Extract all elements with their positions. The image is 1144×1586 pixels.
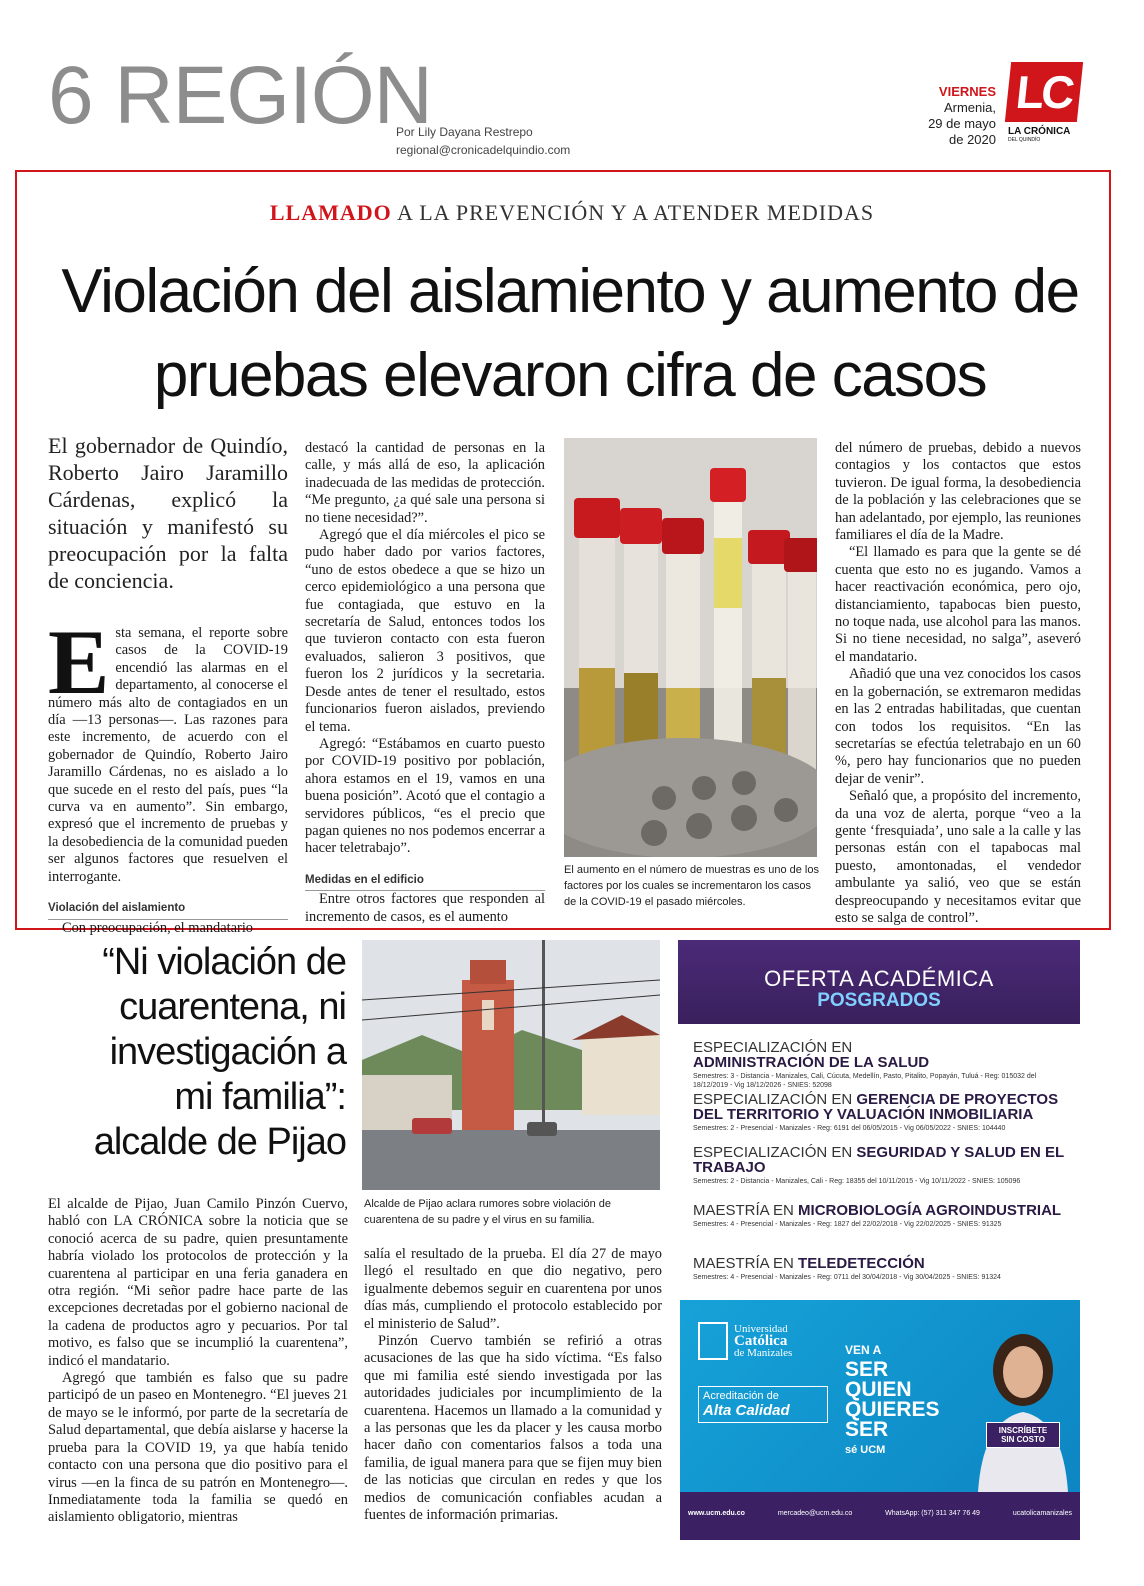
subhead-violacion: Violación del aislamiento [48,900,288,919]
ad-subtitle: POSGRADOS [817,990,941,1011]
section-title: 6 REGIÓN [48,50,432,141]
university-logo [698,1322,828,1423]
byline-email: regional@cronicadelquindio.com [396,143,571,157]
column-1-paragraph-2: Con preocupación, el mandatario [62,919,254,936]
program-4-name: MICROBIOLOGÍA AGROINDUSTRIAL [798,1202,1062,1219]
column-4-paragraph-4: Señaló que, a propósito del incremento, da una voz de alerta, porque “veo a la gente ‘fresquiada’, uno sale a la calle y las personas están con el tapabocas mal puesto, amontonadas, el vendedor ambulante ya salió, veo que se están despreocupando y necesitamos evitar que esto se salga de control”. [835,788,1081,926]
register-line2: SIN COSTO [1001,1435,1045,1444]
accreditation-line1: Acreditación de [703,1390,779,1402]
uni-name-1: Universidad [734,1323,788,1335]
photo-caption-pijao: Alcalde de Pijao aclara rumores sobre violación de cuarentena de su padre y el virus en su familia. [364,1198,612,1226]
photo-caption: El aumento en el número de muestras es uno de los factores por los cuales se incrementaron los casos de la COVID-19 el pasado miércoles. [564,864,819,908]
program-3-prefix: ESPECIALIZACIÓN EN [693,1144,853,1161]
accreditation-line2: Alta Calidad [703,1402,790,1419]
program-3-name: SEGURIDAD Y SALUD EN EL TRABAJO [693,1144,1064,1176]
lead-paragraph: El gobernador de Quindío, Roberto Jairo Jaramillo Cárdenas, explicó la situación y manifestó su preocupación por la falta de conciencia. [48,433,288,593]
column-2-paragraph-1: destacó la cantidad de personas en la calle, y más allá de eso, la aplicación inadecuada de las medidas de protección. “Me pregunto, ¿a qué sale una persona si no tiene necesidad?”. [305,440,545,526]
footer-email[interactable]: mercadeo@ucm.edu.co [777,1510,853,1517]
byline-author: Por Lily Dayana Restrepo [396,125,533,139]
pijao-column-1-paragraph-2: Agregó que también es falso que su padre participó de un paseo en Montenegro. “El jueves 21 de mayo se le informó, por parte de la secretaría de Salud departamental, que debía aislarse y hacerse la prueba para la COVID 19, ya que había tenido contacto con una persona que dio positivo para el virus —en la finca de su patrón en Montenegro—. Inmediatamente toda la familia se quedó en aislamiento obligatorio, mientras [48,1370,348,1526]
program-3-detail: Semestres: 2 - Distancia - Manizales, Cali - Reg: 18355 del 10/11/2015 - Vig 10/11/2022 - SNIES: 105096 [693,1178,1021,1185]
article-column-2 [305,440,545,926]
headline: Violación del aislamiento y aumento de pruebas elevaron cifra de casos [61,257,1079,410]
test-tubes-photo [564,438,817,857]
drop-cap: E [48,611,110,713]
woman-portrait [968,1320,1068,1492]
kicker-strong: LLAMADO [269,200,392,225]
kicker-rest: A LA PREVENCIÓN Y A ATENDER MEDIDAS [391,200,875,225]
subhead-medidas: Medidas en el edificio [305,872,545,891]
column-2-paragraph-2: Agregó que el día miércoles el pico se pudo haber dado por varios factores, “uno de estos obedece a que se hizo un cerco epidemiológico a una persona que fue contagiada, que estuvo en la secretaría de Salud, entonces todos los que tuvieron contacto con esta fueron evaluados, salieron 3 positivos, que fueron los 2 jurídicos y la secretaria. Desde antes de tener el resultado, estos funcionarios fueron aislados, previendo el tema. [305,527,545,735]
ad-footer [680,1492,1080,1540]
program-5-detail: Semestres: 4 - Presencial - Manizales - Reg: 0711 del 30/04/2018 - Vig 30/04/2025 - SNIES: 91324 [693,1274,1001,1281]
program-2[interactable] [693,1092,1071,1133]
headline-pijao: “Ni violación de cuarentena, ni investigación a mi familia”: alcalde de Pijao [93,941,346,1163]
slogan-2: SER [845,1358,889,1381]
footer-social[interactable]: ucatolicamanizales [1012,1510,1072,1517]
footer-whatsapp[interactable]: WhatsApp: (57) 311 347 76 49 [885,1510,980,1517]
logo-mark: LC [1005,62,1083,122]
column-2-paragraph-3: Agregó: “Estábamos en cuarto puesto por COVID-19 positivo por población, ahora estamos en el 19, vamos en una buena posición”. Acotó que el contagio a servidores públicos, “es el precio que pagan quienes no nos podemos encerrar a hacer teletrabajo”. [305,735,545,857]
ad-title: OFERTA ACADÉMICA [764,966,994,991]
slogan-5: SER [845,1418,889,1441]
date-block [900,84,996,148]
program-2-prefix: ESPECIALIZACIÓN EN [693,1091,853,1108]
church-street-photo [362,940,660,1190]
ad-banner[interactable] [680,1300,1080,1492]
register-button[interactable] [986,1422,1060,1448]
program-5[interactable] [693,1256,1071,1282]
uni-name-2: Católica [734,1333,788,1349]
uni-name-3: de Manizales [734,1347,793,1359]
program-2-name: GERENCIA DE PROYECTOS DEL TERRITORIO Y VALUACIÓN INMOBILIARIA [693,1091,1059,1123]
program-1[interactable] [693,1040,1071,1090]
program-4-detail: Semestres: 4 - Presencial - Manizales - Reg: 1827 del 22/02/2018 - Vig 22/02/2025 - SNIES: 91325 [693,1221,1002,1228]
slogan-4: QUIERES [845,1398,940,1421]
slogan-6: sé UCM [845,1444,886,1456]
footer-website[interactable]: www.ucm.edu.co [688,1510,745,1517]
kicker [0,200,1144,226]
article-column-4 [835,440,1081,927]
date-city: Armenia, [943,100,996,115]
column-4-paragraph-1: del número de pruebas, debido a nuevos contagios y los contactos que estos tuvieron. De igual forma, la desobediencia de la población y las celebraciones que se han adelantado, por ejemplo, las reuniones familiares el día de la Madre. [835,440,1081,544]
university-crest-icon [698,1322,728,1360]
pijao-column-2-paragraph-1: salía el resultado de la prueba. El día 27 de mayo llegó el resultado en que dio negativo, pero igualmente debemos seguir en cuarentena por unos días más, cumpliendo el protocolo establecido por el ministerio de Salud”. [364,1246,662,1332]
date-line1: 29 de mayo [928,116,996,131]
program-2-detail: Semestres: 2 - Presencial - Manizales - Reg: 6191 del 06/05/2015 - Vig 06/05/2022 - SNIES: 104440 [693,1125,1006,1132]
byline [396,123,570,159]
slogan [845,1340,940,1460]
pijao-column-2 [364,1246,662,1525]
program-4-prefix: MAESTRÍA EN [693,1202,794,1219]
column-1-paragraph-1: sta semana, el reporte sobre casos de la COVID-19 encendió las alarmas en el departamento, al conocerse el número más alto de contagiados en un día —13 personas—. Las razones para este incremento, de acuerdo con el gobernador de Quindío, Roberto Jairo Jaramillo Cárdenas, no es aislado a lo que sucede en el resto del país, pues “la curva va en aumento”. Sin embargo, expresó que el incremento de pruebas y la desobediencia de la comunidad pueden ser algunos factores que resuelven el interrogante. [48,625,288,885]
pijao-column-1 [48,1196,348,1527]
column-4-paragraph-2: “El llamado es para que la gente se dé cuenta que esto no es jugando. Vamos a hacer reactivación económica, pero ojo, distanciamiento, tapabocas bien puesto, no toque nada, use alcohol para las manos. Si no tiene necesidad, no salga”, aseveró el mandatario. [835,544,1081,665]
date-line2: de 2020 [949,132,996,147]
program-5-prefix: MAESTRÍA EN [693,1255,794,1272]
program-4[interactable] [693,1203,1071,1229]
ad-header [678,940,1080,1024]
column-2-paragraph-4: Entre otros factores que responden al incremento de casos, es el aumento [305,891,545,925]
register-line1: INSCRÍBETE [998,1426,1048,1435]
column-4-paragraph-3: Añadió que una vez conocidos los casos en la gobernación, se extremaron medidas en las 2 entradas habilitadas, que cuentan con todos los requisitos. “En las secretarías se efectúa teletrabajo en un 60 %, pero hay funcionarios que no pueden dejar de venir”. [835,666,1081,787]
slogan-1: VEN A [845,1343,882,1357]
program-1-prefix: ESPECIALIZACIÓN EN [693,1039,853,1056]
article-column-1 [48,611,288,937]
newspaper-logo [1008,62,1086,143]
logo-name: LA CRÓNICA [1008,126,1071,137]
date-day: VIERNES [938,84,996,99]
slogan-3: QUIEN [845,1378,912,1401]
program-1-detail: Semestres: 3 - Distancia - Manizales, Cali, Cúcuta, Medellín, Pasto, Pitalito, Popayán, Tuluá - Reg: 015032 del 18/12/2019 - Vig 18/12/2026 - SNIES: 52098 [693,1073,1037,1089]
program-3[interactable] [693,1145,1071,1186]
program-5-name: TELEDETECCIÓN [798,1255,925,1272]
program-1-name: ADMINISTRACIÓN DE LA SALUD [693,1054,930,1071]
pijao-column-1-paragraph-1: El alcalde de Pijao, Juan Camilo Pinzón Cuervo, habló con LA CRÓNICA sobre la noticia que se conoció acerca de su padre, quien presuntamente habría violado los protocolos de protección y la cuarentena al participar en una feria ganadera en otra región. “Mi señor padre hace parte de las excepciones decretadas por el gobierno nacional de la cadena de productos agro y pecuarios. Por tal motivo, es falso que se incumplió la cuarentena”, indicó el mandatario. [48,1196,348,1369]
pijao-column-2-paragraph-2: Pinzón Cuervo también se refirió a otras acusaciones de las que ha sido víctima. “Es falso que mi familia esté siendo investigada por las autoridades judiciales por incumplimiento de la cuarentena. Hacemos un llamado a la comunidad y a las personas que les da placer y les causa morbo hacer daño con comentarios falsos a toda una familia, de igual manera para que se fijen muy bien de las noticias que circulan en redes y que los medios de comunicación confiables acudan a fuentes de información primarias. [364,1333,662,1524]
logo-sub: DEL QUINDÍO [1008,137,1041,143]
